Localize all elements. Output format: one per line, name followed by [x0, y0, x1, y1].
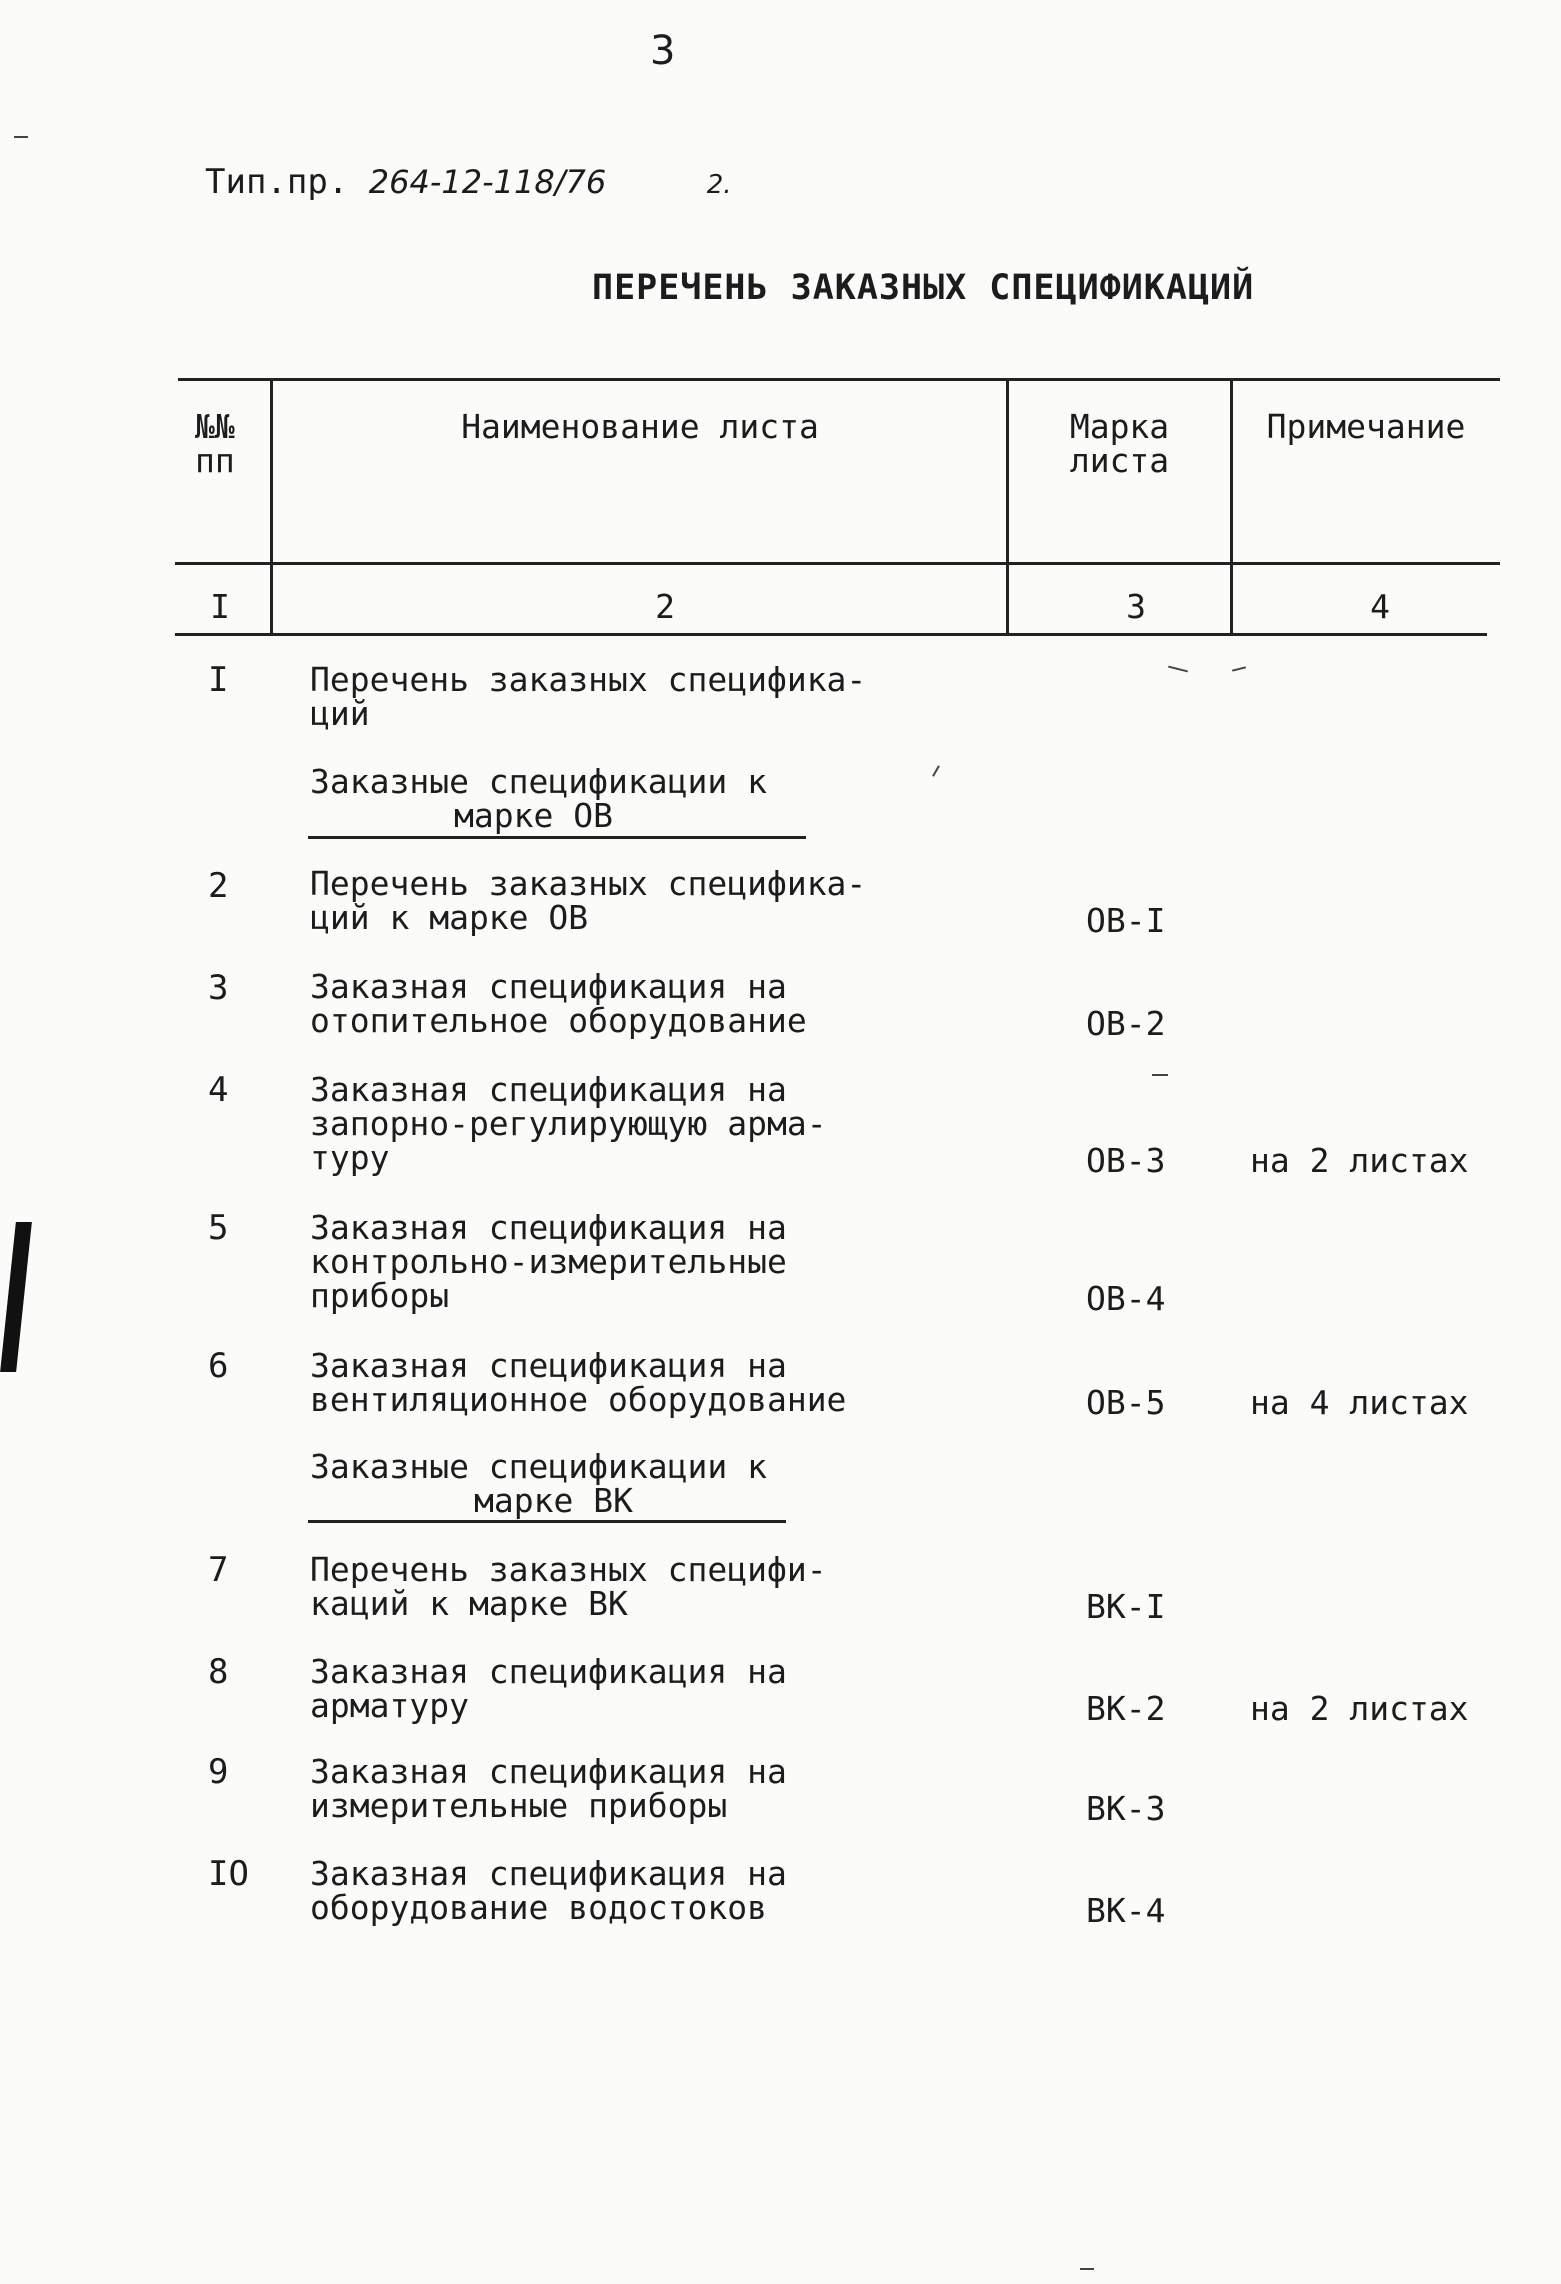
row-note: на 4 листах	[1250, 1383, 1469, 1422]
scan-artifact-tick	[1168, 666, 1188, 673]
section-underline	[308, 836, 806, 839]
row-mark: ВК-3	[1086, 1789, 1166, 1828]
row-name-line: Заказная спецификация на	[310, 1854, 787, 1893]
row-name-line: контрольно-измерительные	[310, 1242, 787, 1281]
row-name-line: запорно-регулирующую арма-	[310, 1104, 827, 1143]
column-divider-1	[270, 378, 273, 635]
row-number: I	[208, 660, 229, 700]
row-name-line: Заказная спецификация на	[310, 1070, 787, 1109]
scan-artifact-tick	[932, 765, 940, 776]
row-name-line: Заказная спецификация на	[310, 1346, 787, 1385]
row-mark: ВК-I	[1086, 1587, 1166, 1626]
row-mark: ВК-4	[1086, 1891, 1166, 1930]
project-mark: 2.	[706, 170, 732, 200]
row-number: 5	[208, 1208, 229, 1248]
project-label: Тип.пр.	[205, 162, 349, 202]
header-note: Примечание	[1266, 407, 1466, 446]
column-number-1: I	[210, 587, 230, 626]
row-number: 7	[208, 1550, 229, 1590]
row-mark: ОВ-3	[1086, 1141, 1166, 1180]
column-numbers-rule	[175, 633, 1487, 636]
row-name-line: приборы	[310, 1276, 450, 1315]
row-name-line: Перечень заказных специфика-	[310, 660, 867, 699]
column-number-3: 3	[1126, 587, 1146, 626]
row-name-line: отопительное оборудование	[310, 1001, 807, 1040]
row-name-line: оборудование водостоков	[310, 1888, 767, 1927]
row-name-line: Заказная спецификация на	[310, 1752, 787, 1791]
column-divider-3	[1230, 378, 1233, 635]
project-reference	[205, 162, 732, 202]
row-number: 8	[208, 1652, 229, 1692]
row-mark: ОВ-4	[1086, 1279, 1166, 1318]
row-number: 4	[208, 1070, 229, 1110]
header-num: №№ пп	[195, 407, 235, 480]
header-mark: Марка листа	[1069, 407, 1170, 480]
row-name-line: Заказная спецификация на	[310, 1652, 787, 1691]
column-divider-2	[1006, 378, 1009, 635]
row-name-line: Заказная спецификация на	[310, 1208, 787, 1247]
project-code: 264-12-118/76	[368, 163, 607, 201]
row-number: 6	[208, 1346, 229, 1386]
document-title: ПЕРЕЧЕНЬ ЗАКАЗНЫХ СПЕЦИФИКАЦИЙ	[592, 268, 1255, 308]
section-underline	[308, 1520, 786, 1523]
row-note: на 2 листах	[1250, 1689, 1469, 1728]
row-name-line: каций к марке ВК	[310, 1584, 628, 1623]
page-number: 3	[650, 28, 676, 74]
row-number: 2	[208, 866, 229, 906]
row-mark: ОВ-5	[1086, 1383, 1166, 1422]
row-name-line: Заказная спецификация на	[310, 967, 787, 1006]
row-name-line: ций	[310, 694, 370, 733]
scan-artifact-dash	[1080, 2268, 1094, 2270]
header-name: Наименование листа	[461, 407, 819, 446]
scan-artifact-margin-mark	[0, 1222, 32, 1372]
row-note: на 2 листах	[1250, 1141, 1469, 1180]
table-top-rule	[178, 378, 1500, 381]
row-mark: ОВ-2	[1086, 1004, 1166, 1043]
row-name-line: измерительные приборы	[310, 1786, 728, 1825]
row-number: IO	[208, 1854, 249, 1894]
row-mark: ОВ-I	[1086, 901, 1166, 940]
row-name-line: туру	[310, 1138, 390, 1177]
row-number: 9	[208, 1752, 229, 1792]
scan-artifact-dash	[1152, 1074, 1168, 1076]
row-name-line: Перечень заказных специфи-	[310, 1550, 827, 1589]
header-bottom-rule	[175, 562, 1500, 565]
row-name-line: ций к марке ОВ	[310, 898, 589, 937]
row-mark: ВК-2	[1086, 1689, 1166, 1728]
scan-artifact-tick	[1232, 666, 1246, 671]
scan-artifact-dash	[14, 136, 28, 138]
row-name-line: арматуру	[310, 1686, 469, 1725]
row-number: 3	[208, 968, 229, 1008]
row-name-line: Перечень заказных специфика-	[310, 864, 867, 903]
column-number-2: 2	[655, 587, 675, 626]
column-number-4: 4	[1370, 587, 1390, 626]
row-name-line: вентиляционное оборудование	[310, 1380, 847, 1419]
